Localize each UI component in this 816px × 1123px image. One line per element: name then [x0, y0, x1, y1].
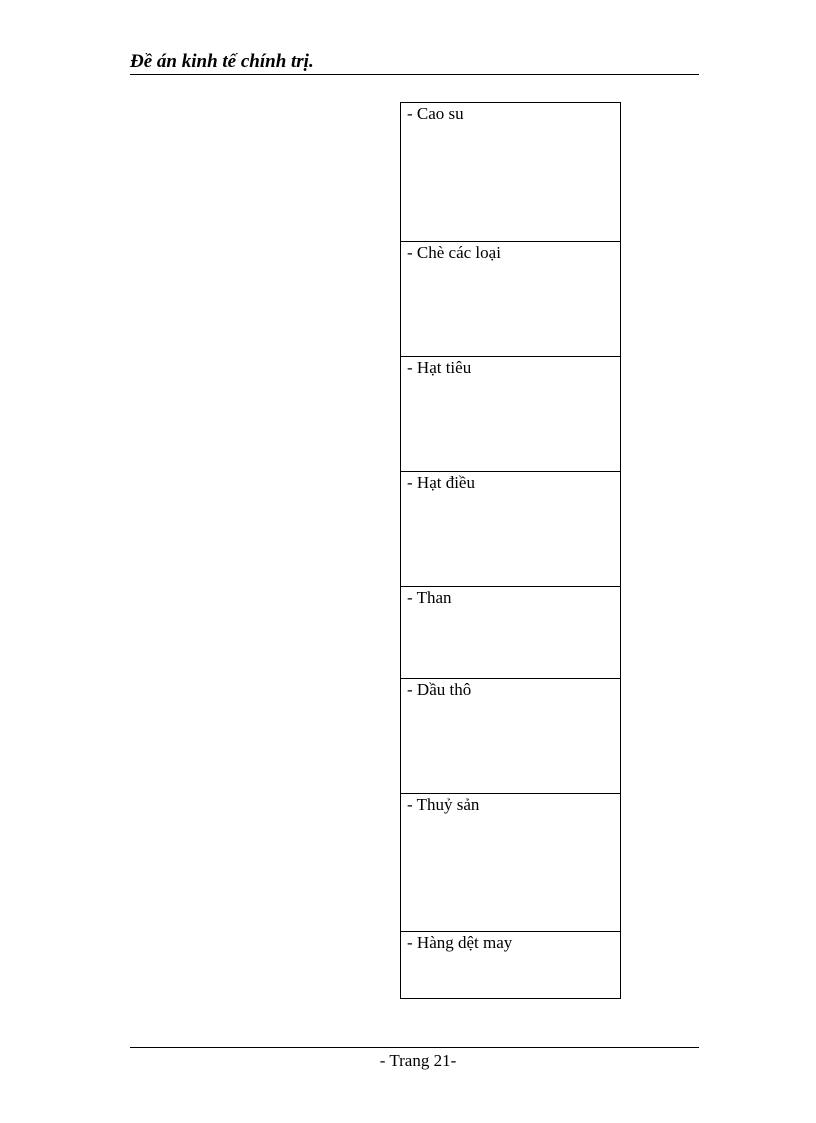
product-table	[400, 102, 621, 999]
table-cell-label: - Than	[407, 588, 452, 607]
page-number: - Trang 21-	[379, 1051, 457, 1070]
table-row	[401, 794, 620, 932]
table-cell-label: - Chè các loại	[407, 243, 501, 262]
table-row	[401, 932, 620, 998]
table-row	[401, 103, 620, 242]
footer-divider	[130, 1047, 699, 1048]
table-cell-label: - Dầu thô	[407, 680, 472, 699]
table-cell-label: - Hạt điều	[407, 473, 475, 492]
header-divider	[130, 74, 699, 75]
table-row	[401, 472, 620, 587]
table-cell-label: - Hàng dệt may	[407, 933, 513, 952]
table-row	[401, 587, 620, 679]
table-row	[401, 357, 620, 472]
table-cell-label: - Cao su	[407, 104, 464, 123]
table-cell-label: - Hạt tiêu	[407, 358, 472, 377]
table-cell-label: - Thuỷ sản	[407, 795, 480, 814]
table-row	[401, 679, 620, 794]
table-row	[401, 242, 620, 357]
document-header-title: Đề án kinh tế chính trị.	[130, 51, 314, 72]
